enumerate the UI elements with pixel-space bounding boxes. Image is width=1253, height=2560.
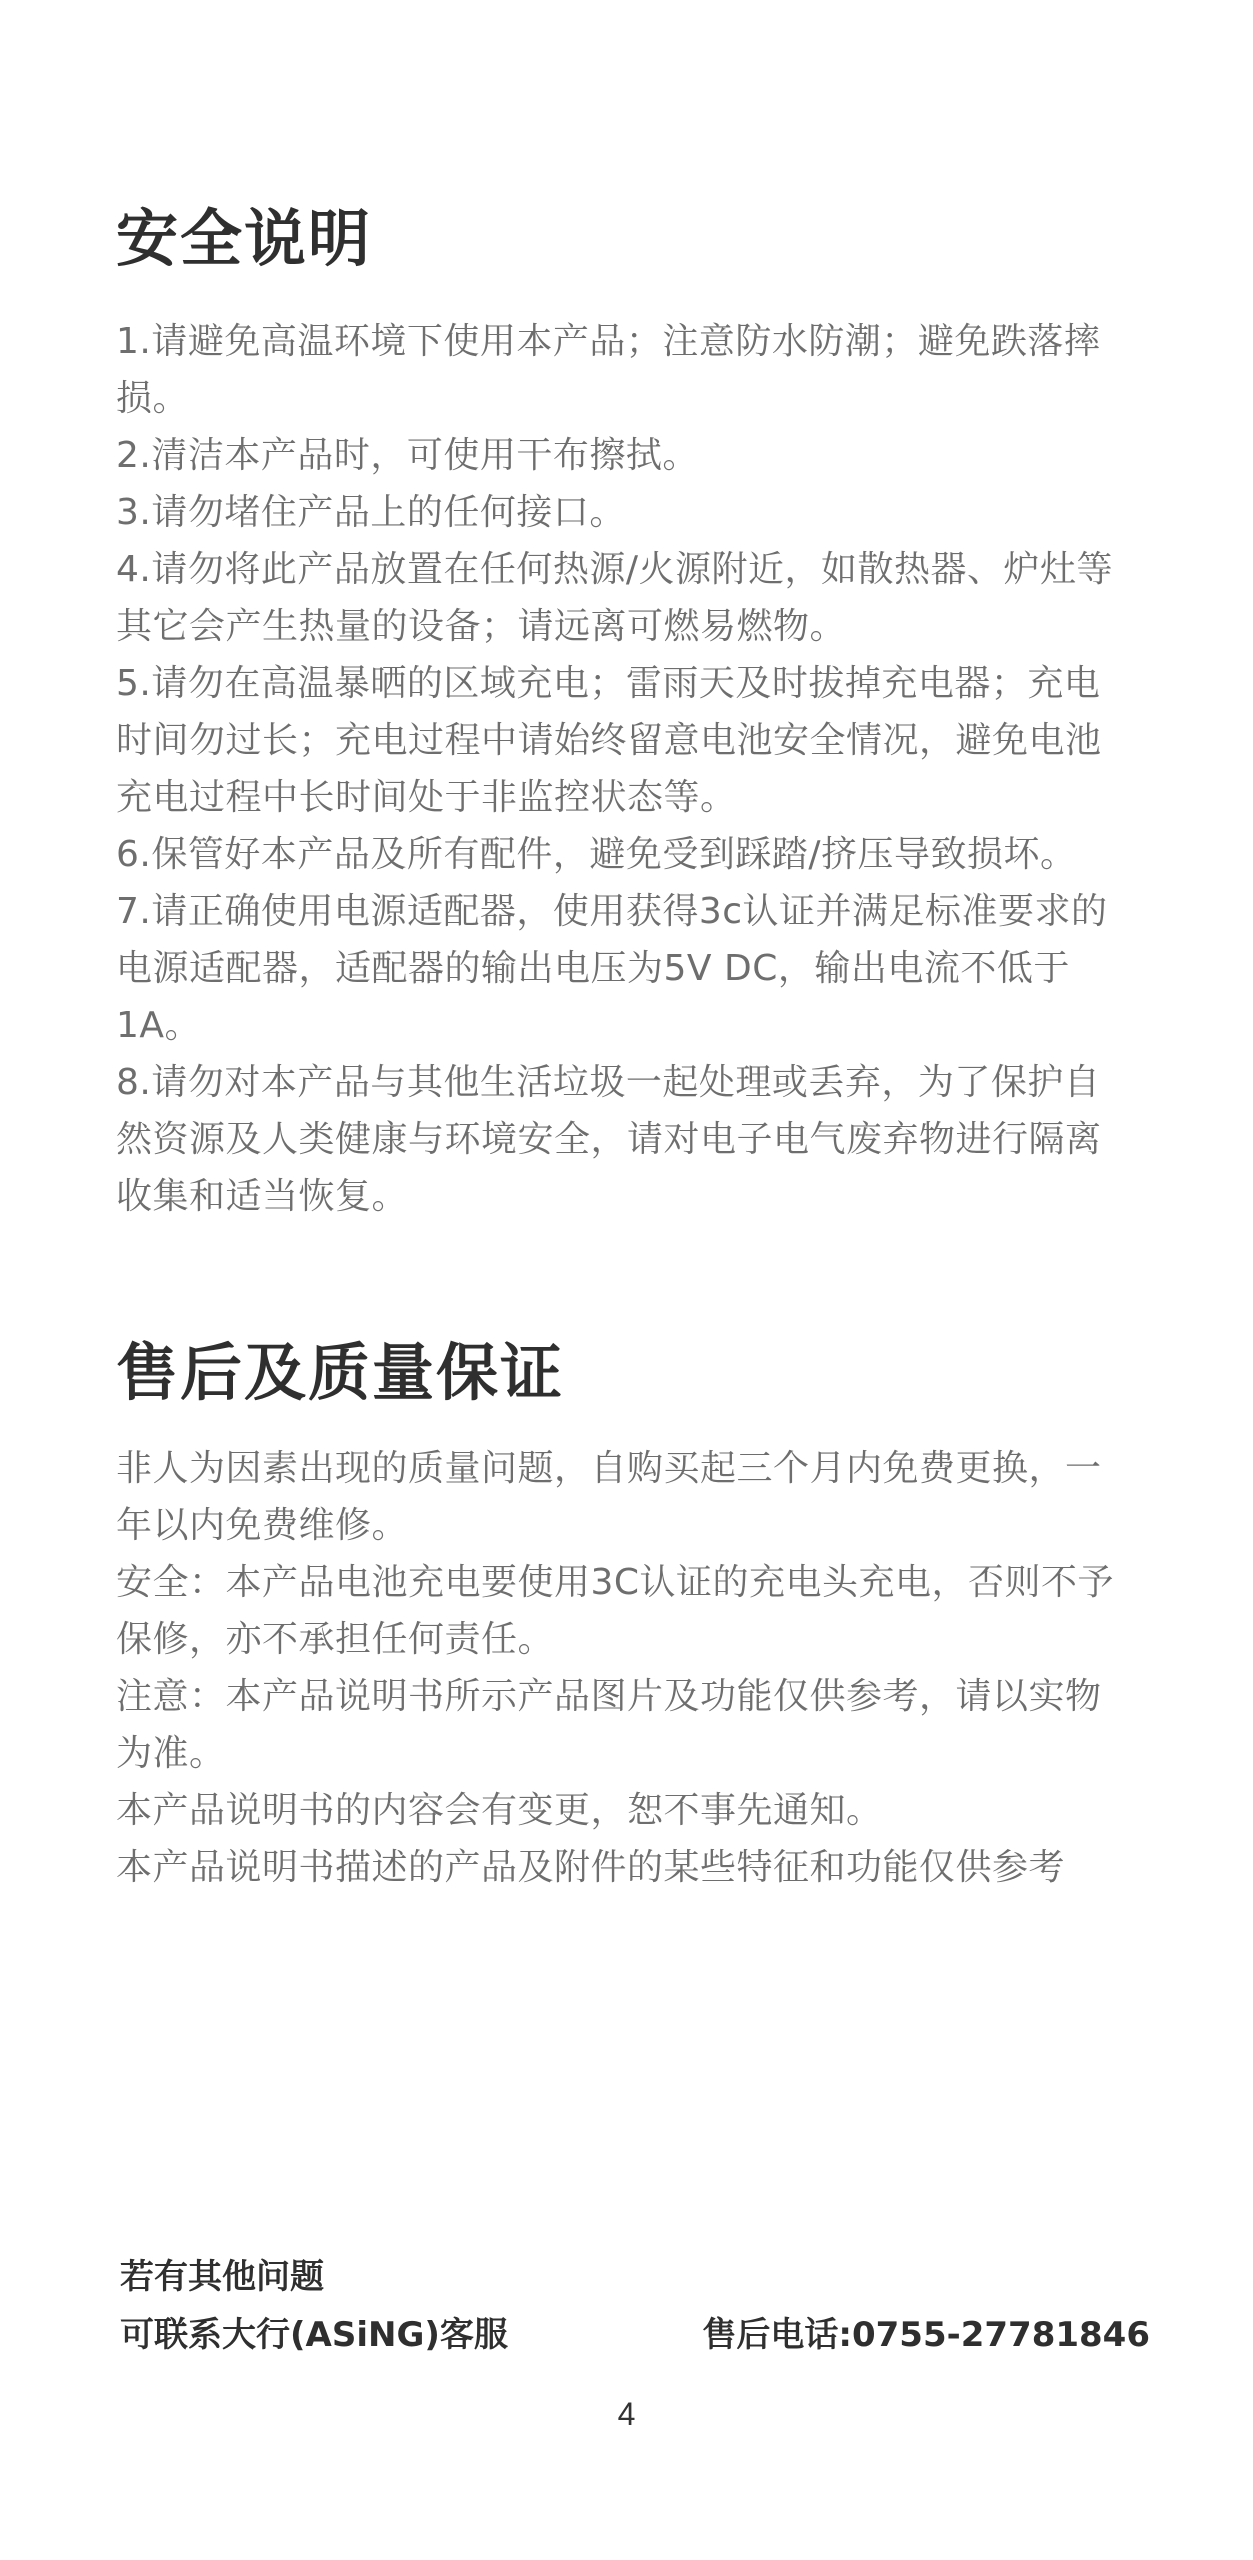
safety-section-title: 安全说明 bbox=[116, 202, 373, 275]
warranty-paragraph: 本产品说明书的内容会有变更，恕不事先通知。 bbox=[116, 1790, 883, 1831]
after-sales-phone: 售后电话:0755-27781846 bbox=[702, 2315, 1150, 2355]
safety-item: 6.保管好本产品及所有配件，避免受到踩踏/挤压导致损坏。 bbox=[116, 834, 1077, 875]
warranty-section-title: 售后及质量保证 bbox=[116, 1336, 565, 1409]
safety-item: 8.请勿对本产品与其他生活垃圾一起处理或丢弃，为了保护自然资源及人类健康与环境安全，请对电子电气废弃物进行隔离收集和适当恢复。 bbox=[116, 1062, 1102, 1217]
warranty-paragraph: 非人为因素出现的质量问题，自购买起三个月内免费更换，一年以内免费维修。 bbox=[116, 1448, 1102, 1546]
safety-item: 3.请勿堵住产品上的任何接口。 bbox=[116, 492, 626, 533]
safety-item: 2.清洁本产品时，可使用干布擦拭。 bbox=[116, 435, 699, 476]
warranty-text-block bbox=[116, 1440, 1116, 1896]
safety-item: 7.请正确使用电源适配器，使用获得3c认证并满足标准要求的电源适配器，适配器的输出电压为5V DC，输出电流不低于1A。 bbox=[116, 891, 1108, 1046]
contact-info bbox=[120, 2248, 1150, 2364]
warranty-paragraph: 本产品说明书描述的产品及附件的某些特征和功能仅供参考 bbox=[116, 1847, 1066, 1888]
safety-item: 1.请避免高温环境下使用本产品；注意防水防潮；避免跌落摔损。 bbox=[116, 321, 1101, 419]
page-number: 4 bbox=[617, 2396, 636, 2432]
safety-item: 5.请勿在高温暴晒的区域充电；雷雨天及时拔掉充电器；充电时间勿过长；充电过程中请始终留意电池安全情况，避免电池充电过程中长时间处于非监控状态等。 bbox=[116, 663, 1102, 818]
safety-item: 4.请勿将此产品放置在任何热源/火源附近，如散热器、炉灶等其它会产生热量的设备；请远离可燃易燃物。 bbox=[116, 549, 1113, 647]
customer-service-label: 可联系大行(ASiNG)客服 bbox=[120, 2315, 508, 2355]
contact-details-row bbox=[120, 2306, 1150, 2364]
warranty-paragraph: 安全：本产品电池充电要使用3C认证的充电头充电，否则不予保修，亦不承担任何责任。 bbox=[116, 1562, 1115, 1660]
warranty-paragraph: 注意：本产品说明书所示产品图片及功能仅供参考，请以实物为准。 bbox=[116, 1676, 1102, 1774]
contact-prompt: 若有其他问题 bbox=[120, 2257, 324, 2297]
safety-instructions-list bbox=[116, 313, 1116, 1225]
